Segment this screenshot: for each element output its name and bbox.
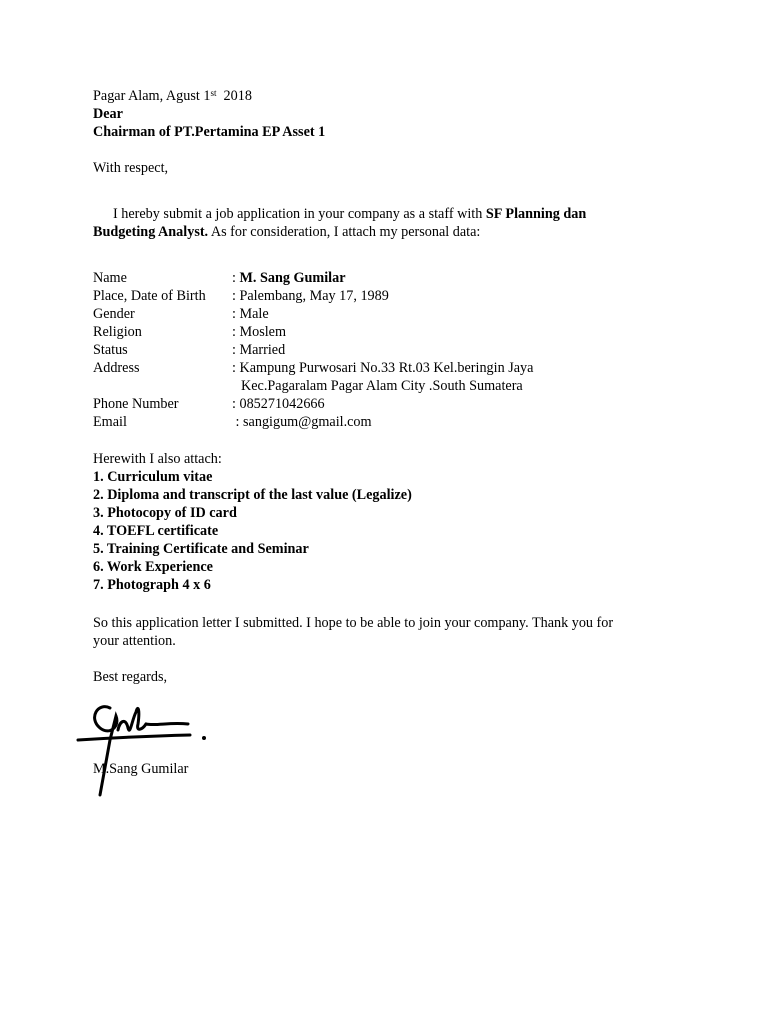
list-item: 4. TOEFL certificate xyxy=(93,523,219,539)
intro-line-1: I hereby submit a job application in your company as a staff with SF Planning dan xyxy=(113,206,587,222)
phone-value: : 085271042666 xyxy=(232,396,325,412)
status-label: Status xyxy=(93,342,128,358)
phone-label: Phone Number xyxy=(93,396,179,412)
recipient: Chairman of PT.Pertamina EP Asset 1 xyxy=(93,124,326,140)
name-value: : M. Sang Gumilar xyxy=(232,270,346,286)
list-item: 6. Work Experience xyxy=(93,559,213,575)
birth-label: Place, Date of Birth xyxy=(93,288,206,304)
address-label: Address xyxy=(93,360,140,376)
list-item: 2. Diploma and transcript of the last value (Legalize) xyxy=(93,487,412,503)
birth-value: : Palembang, May 17, 1989 xyxy=(232,288,389,304)
list-item: 7. Photograph 4 x 6 xyxy=(93,577,211,593)
name-label: Name xyxy=(93,270,127,286)
address-value: : Kampung Purwosari No.33 Rt.03 Kel.beringin Jaya xyxy=(232,360,534,376)
closing-line-1: So this application letter I submitted. I hope to be able to join your company. Thank you for xyxy=(93,615,614,631)
status-value: : Married xyxy=(232,342,286,358)
email-label: Email xyxy=(93,414,127,430)
signature xyxy=(70,680,220,800)
greeting: With respect, xyxy=(93,160,169,176)
list-item: 3. Photocopy of ID card xyxy=(93,505,237,521)
religion-label: Religion xyxy=(93,324,142,340)
list-item: 5. Training Certificate and Seminar xyxy=(93,541,309,557)
signer-name: M.Sang Gumilar xyxy=(93,761,189,777)
intro-line-2: Budgeting Analyst. As for consideration, I attach my personal data: xyxy=(93,224,481,240)
place-date: Pagar Alam, Agust 1st 2018 xyxy=(93,88,252,104)
religion-value: : Moslem xyxy=(232,324,286,340)
gender-value: : Male xyxy=(232,306,269,322)
list-item: 1. Curriculum vitae xyxy=(93,469,213,485)
salutation: Dear xyxy=(93,106,123,122)
gender-label: Gender xyxy=(93,306,135,322)
email-value: : sangigum@gmail.com xyxy=(232,414,372,430)
attach-intro: Herewith I also attach: xyxy=(93,451,222,467)
address-value-line-2: Kec.Pagaralam Pagar Alam City .South Sumatera xyxy=(241,378,523,394)
regards: Best regards, xyxy=(93,669,168,685)
closing-line-2: your attention. xyxy=(93,633,176,649)
